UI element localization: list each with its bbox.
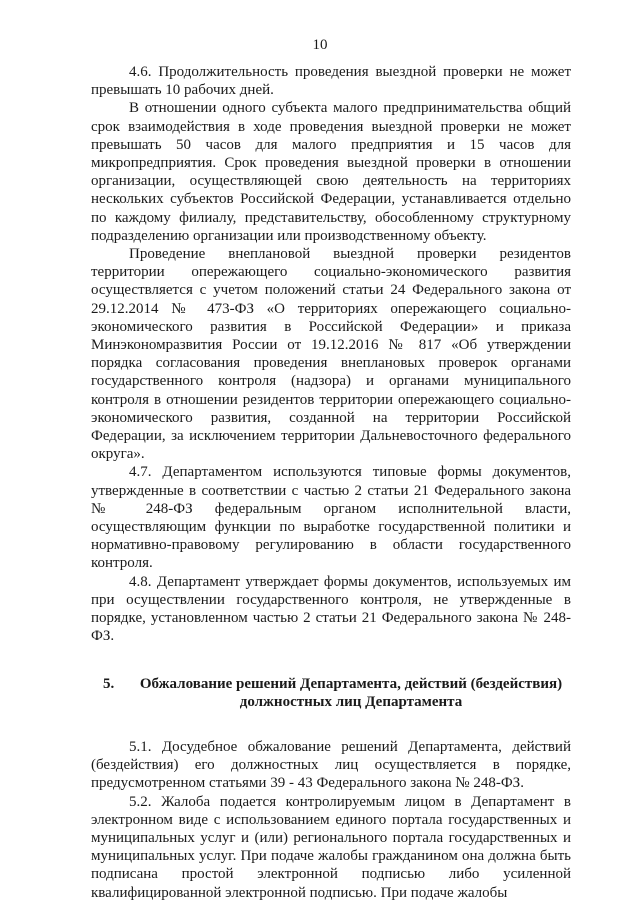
page-number: 10	[312, 37, 328, 53]
document-body	[91, 63, 571, 902]
section-number: 5.	[103, 675, 115, 692]
section-title-line1: Обжалование решений Департамента, действий (бездействия)	[139, 675, 563, 692]
section-heading	[91, 675, 571, 711]
paragraph-4-7: 4.7. Департаментом используются типовые формы документов, утвержденные в соответствии с частью 2 статьи 21 Федерального закона № 248-ФЗ федеральным органом исполнительной власти, осуществляющим функции по выработке государственной политики и нормативно-правовому регулированию в области государственного контроля.	[91, 464, 571, 572]
paragraph-5-1: 5.1. Досудебное обжалование решений Департамента, действий (бездействия) его должностных лиц осуществляется в порядке, предусмотренном статьями 39 - 43 Федерального закона № 248-ФЗ.	[91, 738, 571, 792]
paragraph-unscheduled-inspection: Проведение внеплановой выездной проверки резидентов территории опережающего социально-экономического развития осуществляется с учетом положений статьи 24 Федерального закона от 29.12.2014 № 473-ФЗ «О территориях опережающего социально-экономического развития в Российской Федерации» и приказа Минэкономразвития России от 19.12.2016 № 817 «Об утверждении порядка согласования проведения внеплановых проверок органами государственного контроля (надзора) и органами муниципального контроля в отношении резидентов территории опережающего социально-экономического развития, созданной на территории Российской Федерации, за исключением территории Дальневосточного федерального округа».	[91, 246, 571, 463]
paragraph-4-6: 4.6. Продолжительность проведения выездной проверки не может превышать 10 рабочих дней.	[91, 64, 571, 99]
paragraph-4-8: 4.8. Департамент утверждает формы документов, используемых им при осуществлении государственного контроля, не утвержденные в порядке, установленном частью 2 статьи 21 Федерального закона № 248-ФЗ.	[91, 573, 571, 645]
paragraph-5-2: 5.2. Жалоба подается контролируемым лицом в Департамент в электронном виде с использованием единого портала государственных и муниципальных услуг и (или) регионального портала государственных и муниципальных услуг. При подаче жалобы гражданином она должна быть подписана простой электронной подписью либо усиленной квалифицированной электронной подписью. При подаче жалобы	[91, 793, 571, 901]
section-title-line2: должностных лиц Департамента	[239, 693, 463, 710]
paragraph-small-business-term: В отношении одного субъекта малого предпринимательства общий срок взаимодействия в ходе проведения выездной проверки не может превышать 50 часов для малого предприятия и 15 часов для микропредприятия. Срок проведения выездной проверки в отношении организации, осуществляющей свою деятельность на территориях нескольких субъектов Российской Федерации, устанавливается отдельно по каждому филиалу, представительству, обособленному структурному подразделению организации или производственному объекту.	[91, 100, 571, 244]
